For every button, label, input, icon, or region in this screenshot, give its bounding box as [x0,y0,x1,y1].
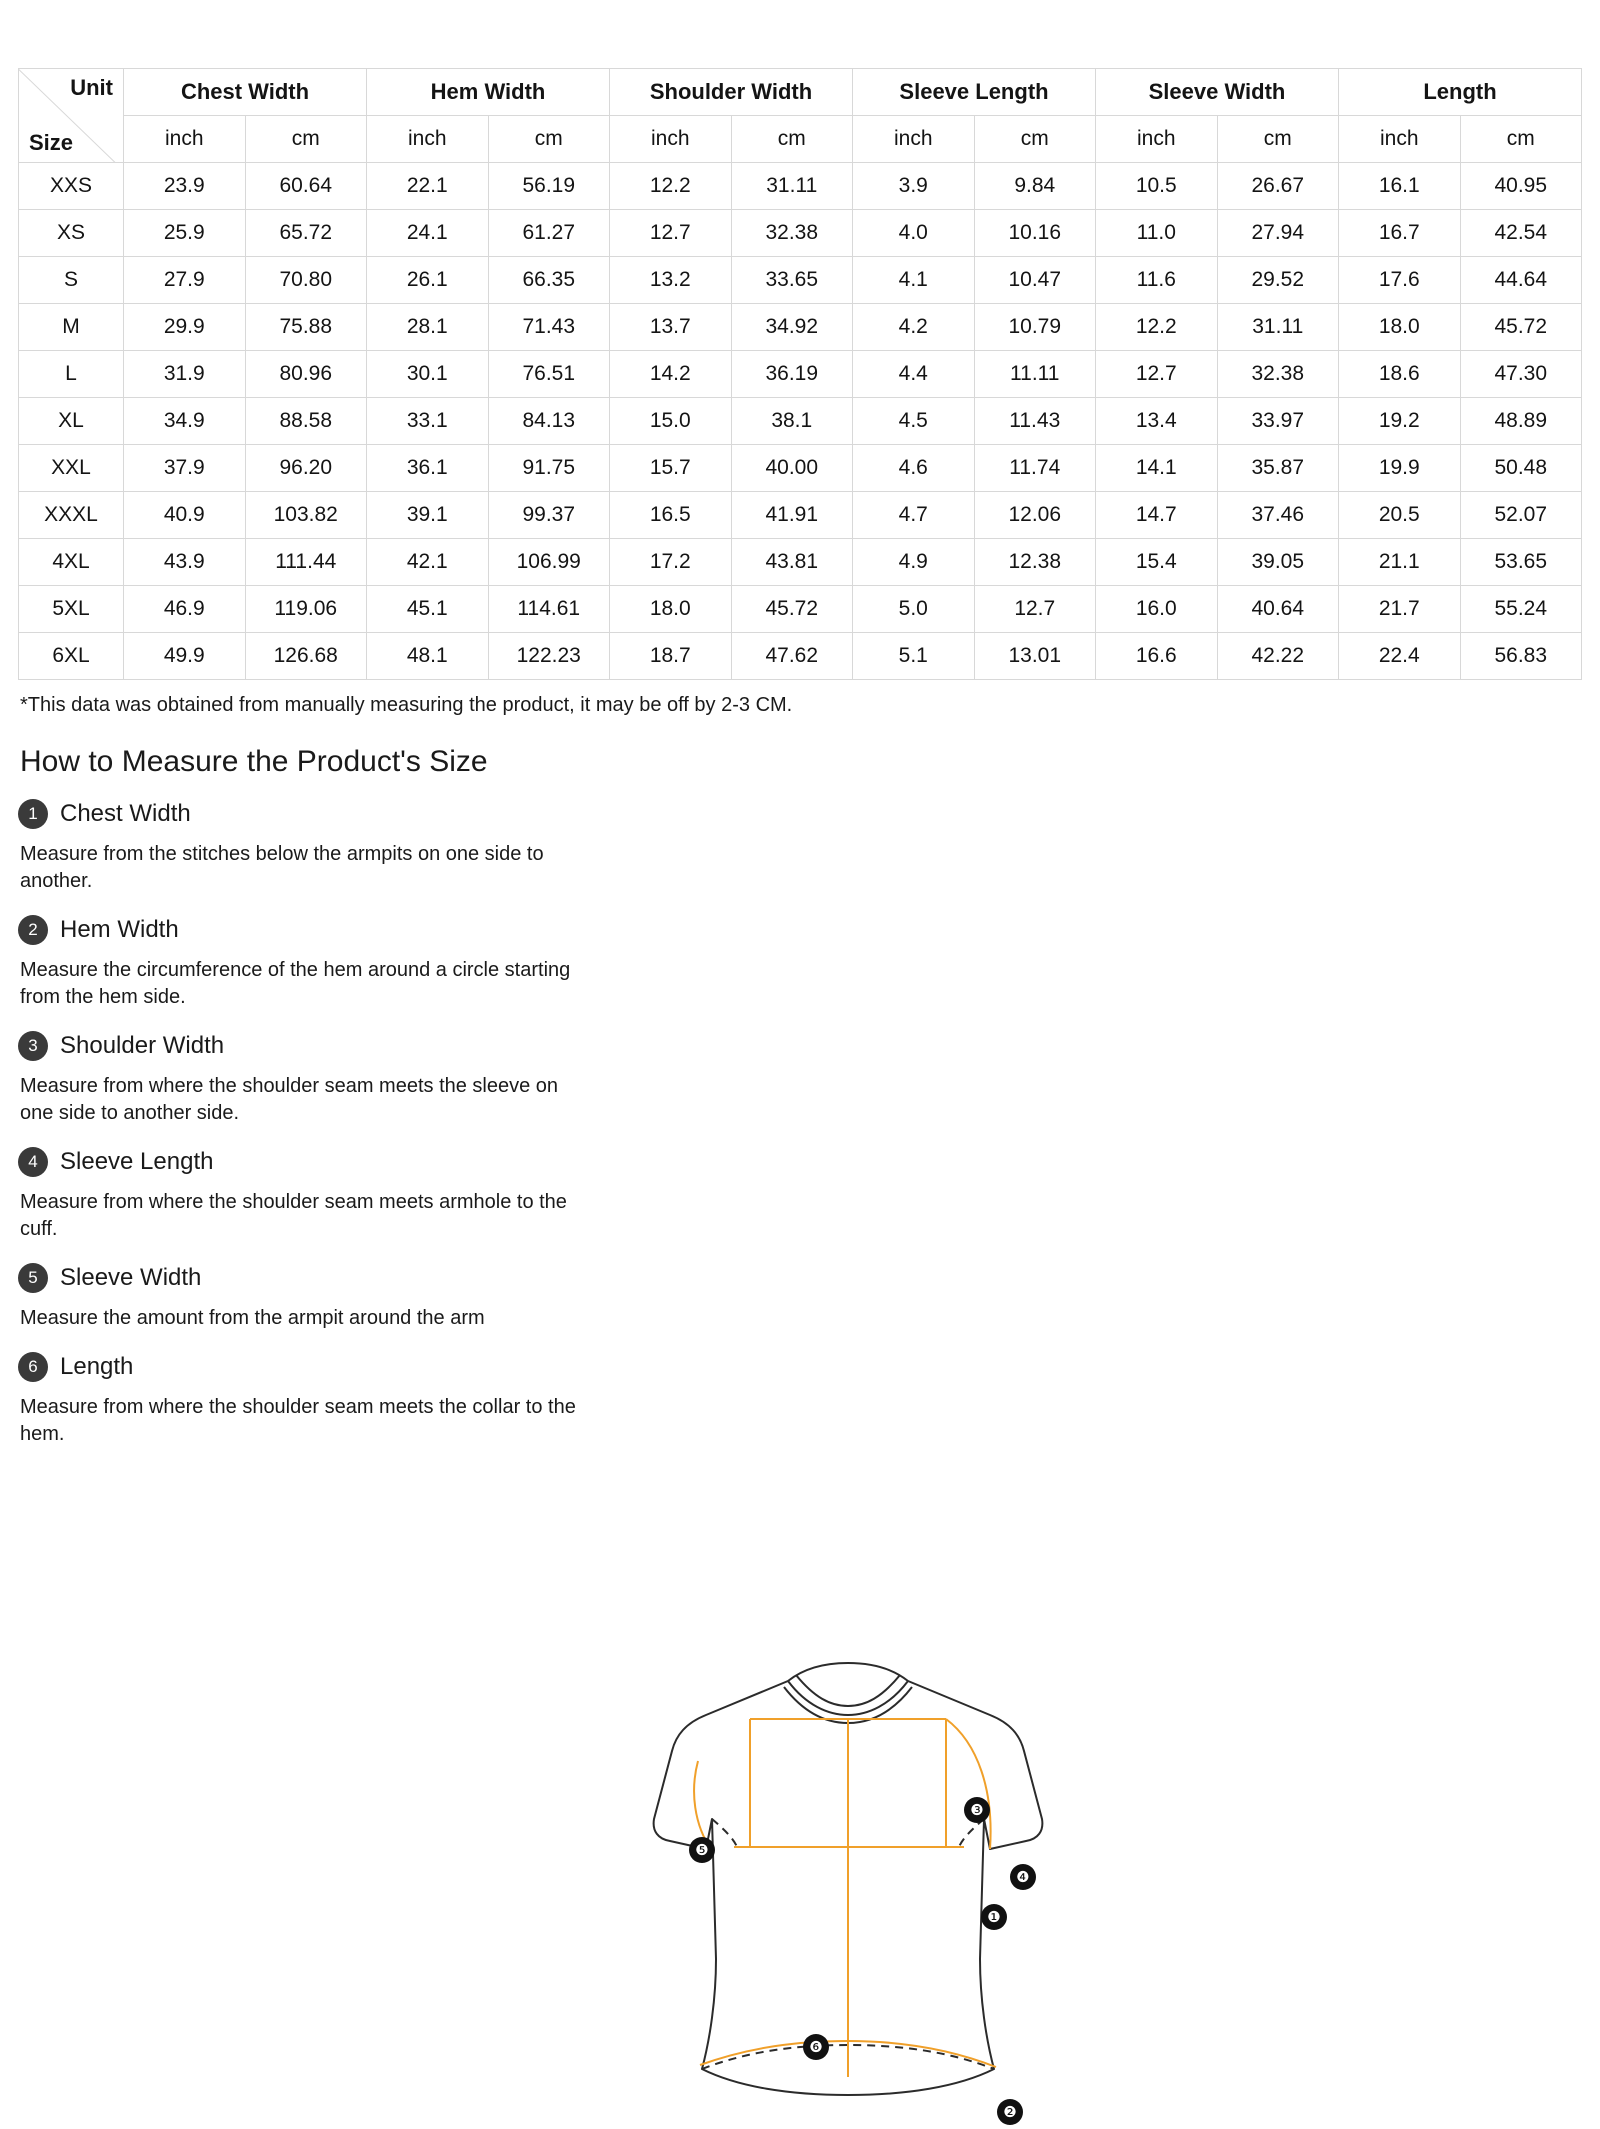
cell: 11.11 [974,351,1096,398]
cell: 31.9 [124,351,246,398]
size-label: Size [29,130,74,155]
step-number-badge-icon: 3 [18,1031,48,1061]
step-description: Measure from where the shoulder seam meets the sleeve on one side to another side. [20,1075,559,1124]
step-description: Measure the amount from the armpit around the arm [20,1307,485,1329]
cell: 19.2 [1339,398,1461,445]
unit-header: cm [974,116,1096,163]
cell: 47.30 [1460,351,1582,398]
cell: 10.79 [974,304,1096,351]
unit-header: cm [488,116,610,163]
cell: 10.5 [1096,163,1218,210]
cell: 34.9 [124,398,246,445]
cell: 39.1 [367,492,489,539]
measure-step-4 [18,1147,638,1243]
cell: 11.6 [1096,257,1218,304]
unit-label: Unit [70,75,113,100]
cell: 13.2 [610,257,732,304]
cell: 29.52 [1217,257,1339,304]
step-title: Hem Width [60,916,179,943]
tshirt-measurement-diagram [638,1659,1058,2129]
cell: 114.61 [488,586,610,633]
cell: 14.7 [1096,492,1218,539]
table-row [19,163,1582,210]
table-row [19,257,1582,304]
cell: 96.20 [245,445,367,492]
cell: 70.80 [245,257,367,304]
cell: 15.7 [610,445,732,492]
cell: 15.0 [610,398,732,445]
cell: 42.22 [1217,633,1339,680]
cell: 71.43 [488,304,610,351]
cell: 56.19 [488,163,610,210]
cell: 56.83 [1460,633,1582,680]
marker-1-chest-width: ❶ [981,1904,1007,1930]
cell: 4.0 [853,210,975,257]
cell: 122.23 [488,633,610,680]
cell: 27.9 [124,257,246,304]
row-size-label: S [19,257,124,304]
cell: 11.0 [1096,210,1218,257]
cell: 31.11 [1217,304,1339,351]
cell: 37.9 [124,445,246,492]
unit-header: inch [610,116,732,163]
cell: 23.9 [124,163,246,210]
cell: 18.0 [1339,304,1461,351]
marker-3-shoulder-width: ❸ [964,1797,990,1823]
cell: 26.67 [1217,163,1339,210]
measure-step-5 [18,1263,638,1332]
cell: 12.38 [974,539,1096,586]
cell: 30.1 [367,351,489,398]
row-size-label: XXXL [19,492,124,539]
cell: 12.06 [974,492,1096,539]
cell: 91.75 [488,445,610,492]
cell: 9.84 [974,163,1096,210]
marker-5-sleeve-width: ❺ [689,1837,715,1863]
unit-header: cm [1217,116,1339,163]
cell: 25.9 [124,210,246,257]
cell: 19.9 [1339,445,1461,492]
measure-steps-list [18,799,638,1448]
cell: 4.2 [853,304,975,351]
cell: 80.96 [245,351,367,398]
cell: 65.72 [245,210,367,257]
cell: 26.1 [367,257,489,304]
unit-header: inch [853,116,975,163]
cell: 119.06 [245,586,367,633]
unit-header: cm [1460,116,1582,163]
cell: 20.5 [1339,492,1461,539]
group-header-chest-width: Chest Width [124,69,367,116]
size-chart-page [0,68,1600,2121]
table-row [19,304,1582,351]
step-title: Shoulder Width [60,1032,225,1059]
cell: 4.6 [853,445,975,492]
cell: 44.64 [1460,257,1582,304]
cell: 40.00 [731,445,853,492]
cell: 88.58 [245,398,367,445]
row-size-label: XXS [19,163,124,210]
row-size-label: M [19,304,124,351]
unit-header: inch [124,116,246,163]
cell: 13.4 [1096,398,1218,445]
table-row [19,445,1582,492]
cell: 12.7 [1096,351,1218,398]
how-to-measure-title: How to Measure the Product's Size [20,745,488,778]
step-title: Length [60,1353,134,1380]
table-corner-cell [19,69,124,163]
unit-header: cm [245,116,367,163]
cell: 45.72 [731,586,853,633]
cell: 4.4 [853,351,975,398]
cell: 4.9 [853,539,975,586]
cell: 40.9 [124,492,246,539]
cell: 5.0 [853,586,975,633]
step-description: Measure the circumference of the hem around a circle starting from the hem side. [20,959,571,1008]
cell: 33.65 [731,257,853,304]
cell: 10.47 [974,257,1096,304]
table-unit-header-row [19,116,1582,163]
step-description: Measure from where the shoulder seam meets the collar to the hem. [20,1396,576,1445]
cell: 46.9 [124,586,246,633]
cell: 29.9 [124,304,246,351]
cell: 53.65 [1460,539,1582,586]
cell: 22.4 [1339,633,1461,680]
group-header-length: Length [1339,69,1582,116]
cell: 18.6 [1339,351,1461,398]
cell: 48.89 [1460,398,1582,445]
cell: 4.5 [853,398,975,445]
cell: 27.94 [1217,210,1339,257]
cell: 43.81 [731,539,853,586]
cell: 16.1 [1339,163,1461,210]
cell: 76.51 [488,351,610,398]
cell: 38.1 [731,398,853,445]
table-row [19,586,1582,633]
cell: 12.7 [610,210,732,257]
marker-4-sleeve-length: ❹ [1010,1864,1036,1890]
cell: 52.07 [1460,492,1582,539]
cell: 14.2 [610,351,732,398]
cell: 17.2 [610,539,732,586]
unit-header: inch [1096,116,1218,163]
row-size-label: 6XL [19,633,124,680]
cell: 31.11 [731,163,853,210]
cell: 40.64 [1217,586,1339,633]
cell: 14.1 [1096,445,1218,492]
cell: 13.7 [610,304,732,351]
cell: 17.6 [1339,257,1461,304]
group-header-hem-width: Hem Width [367,69,610,116]
cell: 47.62 [731,633,853,680]
step-description: Measure from where the shoulder seam meets armhole to the cuff. [20,1191,567,1240]
cell: 16.5 [610,492,732,539]
marker-2-hem-width: ❷ [997,2099,1023,2125]
cell: 103.82 [245,492,367,539]
table-row [19,351,1582,398]
cell: 18.0 [610,586,732,633]
cell: 49.9 [124,633,246,680]
cell: 21.1 [1339,539,1461,586]
cell: 66.35 [488,257,610,304]
cell: 61.27 [488,210,610,257]
cell: 37.46 [1217,492,1339,539]
cell: 55.24 [1460,586,1582,633]
cell: 41.91 [731,492,853,539]
group-header-sleeve-length: Sleeve Length [853,69,1096,116]
measure-step-6 [18,1352,638,1448]
marker-6-length: ❻ [803,2034,829,2060]
cell: 13.01 [974,633,1096,680]
row-size-label: XS [19,210,124,257]
cell: 35.87 [1217,445,1339,492]
unit-header: inch [367,116,489,163]
step-number-badge-icon: 4 [18,1147,48,1177]
measurement-disclaimer: *This data was obtained from manually measuring the product, it may be off by 2-3 CM. [20,694,793,716]
table-row [19,539,1582,586]
cell: 111.44 [245,539,367,586]
size-chart-table [18,68,1582,680]
cell: 84.13 [488,398,610,445]
cell: 12.2 [1096,304,1218,351]
step-description: Measure from the stitches below the armpits on one side to another. [20,843,544,892]
cell: 34.92 [731,304,853,351]
cell: 33.97 [1217,398,1339,445]
cell: 36.1 [367,445,489,492]
table-row [19,398,1582,445]
cell: 16.7 [1339,210,1461,257]
step-number-badge-icon: 6 [18,1352,48,1382]
step-number-badge-icon: 2 [18,915,48,945]
step-number-badge-icon: 5 [18,1263,48,1293]
step-number-badge-icon: 1 [18,799,48,829]
cell: 12.2 [610,163,732,210]
cell: 126.68 [245,633,367,680]
cell: 50.48 [1460,445,1582,492]
cell: 60.64 [245,163,367,210]
step-title: Sleeve Length [60,1148,214,1175]
cell: 40.95 [1460,163,1582,210]
cell: 24.1 [367,210,489,257]
table-row [19,633,1582,680]
cell: 42.54 [1460,210,1582,257]
measure-step-3 [18,1031,638,1127]
cell: 4.1 [853,257,975,304]
cell: 11.74 [974,445,1096,492]
cell: 4.7 [853,492,975,539]
cell: 22.1 [367,163,489,210]
cell: 16.0 [1096,586,1218,633]
cell: 45.1 [367,586,489,633]
cell: 48.1 [367,633,489,680]
group-header-shoulder-width: Shoulder Width [610,69,853,116]
unit-header: inch [1339,116,1461,163]
cell: 32.38 [1217,351,1339,398]
cell: 99.37 [488,492,610,539]
group-header-sleeve-width: Sleeve Width [1096,69,1339,116]
step-title: Chest Width [60,800,191,827]
cell: 43.9 [124,539,246,586]
row-size-label: L [19,351,124,398]
measure-step-2 [18,915,638,1011]
cell: 10.16 [974,210,1096,257]
table-group-header-row [19,69,1582,116]
cell: 16.6 [1096,633,1218,680]
cell: 75.88 [245,304,367,351]
cell: 28.1 [367,304,489,351]
cell: 5.1 [853,633,975,680]
cell: 12.7 [974,586,1096,633]
cell: 18.7 [610,633,732,680]
table-row [19,210,1582,257]
row-size-label: XL [19,398,124,445]
cell: 42.1 [367,539,489,586]
cell: 32.38 [731,210,853,257]
measure-step-1 [18,799,638,895]
cell: 45.72 [1460,304,1582,351]
cell: 39.05 [1217,539,1339,586]
row-size-label: 5XL [19,586,124,633]
unit-header: cm [731,116,853,163]
how-to-measure-section [18,799,1582,2121]
row-size-label: XXL [19,445,124,492]
cell: 15.4 [1096,539,1218,586]
cell: 36.19 [731,351,853,398]
cell: 11.43 [974,398,1096,445]
cell: 106.99 [488,539,610,586]
cell: 3.9 [853,163,975,210]
tshirt-svg [638,1659,1058,2129]
cell: 21.7 [1339,586,1461,633]
cell: 33.1 [367,398,489,445]
table-row [19,492,1582,539]
row-size-label: 4XL [19,539,124,586]
step-title: Sleeve Width [60,1264,202,1291]
